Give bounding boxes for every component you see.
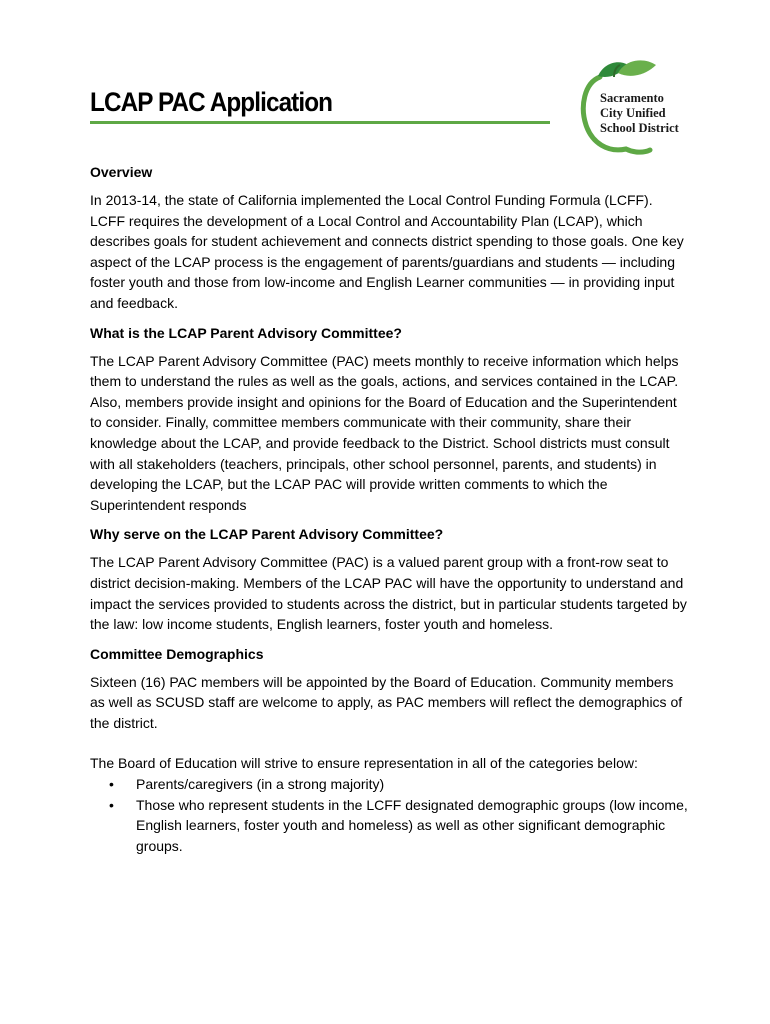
document-body [90,162,690,856]
title-underline [90,121,550,124]
section-heading: Why serve on the LCAP Parent Advisory Committee? [90,526,444,543]
list-item [90,795,690,857]
section-why-serve [90,524,690,634]
section-paragraph: The LCAP Parent Advisory Committee (PAC) is a valued parent group with a front-row seat to district decision-making. Members of the LCAP PAC will have the opportunity to understand and impact the services provided to students across the district, but in particular students targeted by the law: low income students, English learners, foster youth and homeless. [90,554,687,633]
list-item-text: Those who represent students in the LCFF designated demographic groups (low income, English learners, foster youth and homeless) as well as other significant demographic groups. [136,796,688,854]
leaf-icon [618,60,656,75]
bullet-icon: • [109,796,114,813]
section-paragraph: Sixteen (16) PAC members will be appointed by the Board of Education. Community members as well as SCUSD staff are welcome to apply, as PAC members will reflect the demographics of the district. [90,673,683,731]
list-item [90,774,690,795]
district-logo [578,55,688,155]
section-paragraph: In 2013-14, the state of California implemented the Local Control Funding Formula (LCFF). LCFF requires the development of a Local Control and Accountability Plan (LCAP), which describes goals for student achievement and connects district spending to those goals. One key aspect of the LCAP process is the engagement of parents/guardians and students — including foster youth and those from low-income and English Learner communities — in providing input and feedback. [90,192,684,311]
page-title: LCAP PAC Application [90,87,333,117]
logo-line-1: Sacramento [600,91,664,105]
section-what-is-pac [90,323,690,516]
representation-list [90,774,690,856]
section-paragraph: The LCAP Parent Advisory Committee (PAC) meets monthly to receive information which helps them to understand the rules as well as the goals, actions, and services contained in the LCAP. Also, members provide insight and opinions for the Board of Education and the Superintendent to consider. Finally, committee members communicate with their community, share their knowledge about the LCAP, and provide feedback to the District. School districts must consult with all stakeholders (teachers, principals, other school personnel, parents, and students) in developing the LCAP, but the LCAP PAC will provide written comments to which the Superintendent responds [90,352,679,513]
bullet-icon: • [109,776,114,793]
section-paragraph: The Board of Education will strive to ensure representation in all of the categories below: [90,755,638,772]
logo-line-3: School District [600,121,679,135]
logo-line-2: City Unified [600,106,666,120]
section-heading: What is the LCAP Parent Advisory Committee? [90,324,402,341]
section-overview [90,162,690,314]
section-heading: Committee Demographics [90,645,264,662]
section-demographics [90,644,690,857]
list-item-text: Parents/caregivers (in a strong majority) [136,776,385,793]
section-heading: Overview [90,164,153,180]
